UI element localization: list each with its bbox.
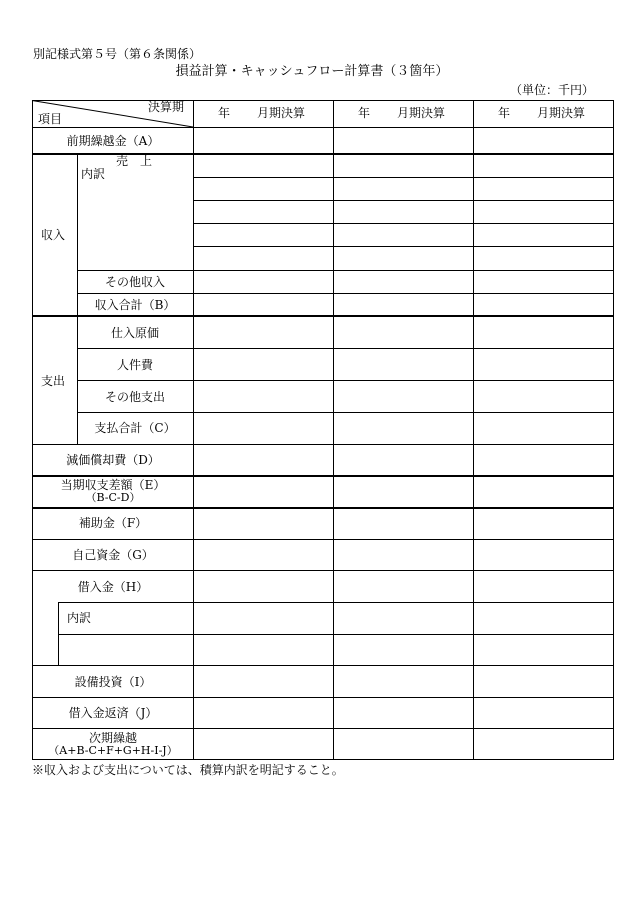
form-number: 別記様式第５号（第６条関係） (33, 47, 202, 61)
corner-item-label: 項目 (38, 112, 63, 126)
row-carry-out-formula: （A+B-C+F+G+H-I-J） (48, 744, 178, 757)
row-own-funds: 自己資金（G） (72, 548, 154, 562)
row-subsidy: 補助金（F） (78, 516, 148, 530)
row-carry-out: 次期繰越 (88, 731, 138, 745)
row-personnel: 人件費 (116, 358, 154, 372)
row-carry-in: 前期繰越金（A） (66, 134, 160, 148)
row-purchase-cost: 仕入原価 (110, 326, 160, 340)
row-sales: 売 上 (116, 154, 153, 168)
row-depreciation: 減価償却費（D） (66, 453, 160, 467)
row-net-balance: 当期収支差額（E） (60, 478, 166, 492)
row-loan-repayment: 借入金返済（J） (68, 706, 158, 720)
period-2-month: 月期決算 (397, 106, 446, 120)
row-other-income: その他収入 (104, 275, 166, 289)
row-loan: 借入金（H） (77, 580, 149, 594)
row-other-expense: その他支出 (104, 390, 166, 404)
corner-period-label: 決算期 (148, 100, 185, 114)
period-3-month: 月期決算 (537, 106, 586, 120)
row-income-total: 収入合計（B） (94, 298, 176, 312)
revenue-group-label: 収入 (41, 228, 66, 242)
expense-group-label: 支出 (41, 374, 66, 388)
unit-label: （単位：千円） (510, 83, 595, 97)
loan-breakdown-label: 内訳 (67, 611, 92, 625)
sales-breakdown-label: 内訳 (81, 167, 106, 181)
row-capex: 設備投資（I） (74, 675, 152, 689)
row-net-balance-formula: （B-C-D） (85, 491, 141, 504)
row-expense-total: 支払合計（C） (94, 421, 176, 435)
period-1-year: 年 (218, 106, 231, 120)
period-2-year: 年 (358, 106, 371, 120)
period-3-year: 年 (498, 106, 511, 120)
period-1-month: 月期決算 (257, 106, 306, 120)
document-title: 損益計算・キャッシュフロー計算書（３箇年） (175, 64, 449, 79)
footnote: ※収入および支出については、積算内訳を明記すること。 (32, 763, 344, 777)
